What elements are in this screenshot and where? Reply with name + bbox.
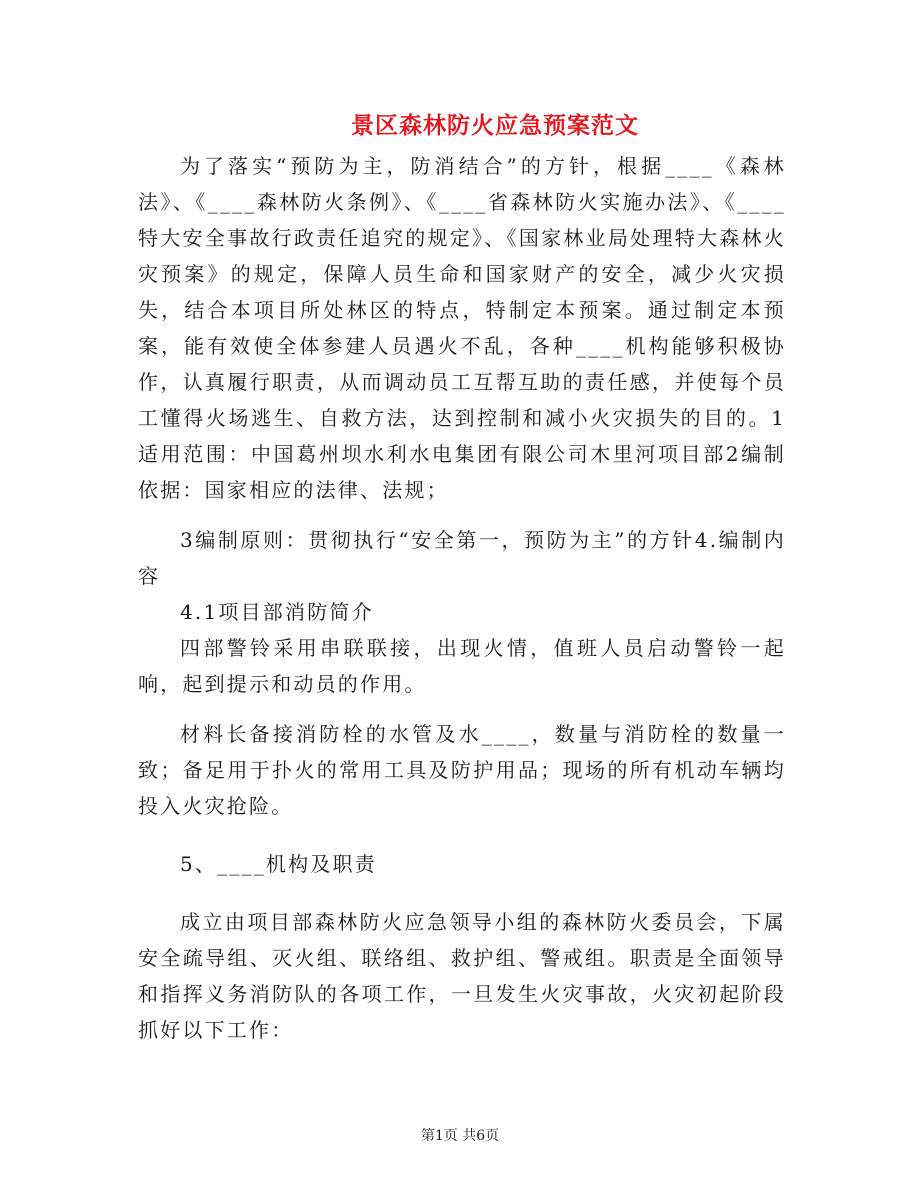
heading-section-5: 5、____机构及职责 — [180, 852, 377, 876]
paragraph-intro: 为了落实“预防为主，防消结合”的方针，根据____《森林法》、《____森林防火条例》、《____省森林防火实施办法》、《____特大安全事故行政责任追究的规定》、《国家林业局处理特大森林火灾预案》的规定，保障人员生命和国家财产的安全，减少火灾损失，结合本项目所处林区的特点，特制定本预案。通过制定本预案，能有效使全体参建人员遇火不乱，各种____机构能够积极协作，认真履行职责，从而调动员工互帮互助的责任感，并使每个员工懂得火场逃生、自救方法，达到控制和减小火灾损失的目的。1适用范围：中国葛州坝水利水电集团有限公司木里河项目部2编制依据：国家相应的法律、法规； — [138, 154, 786, 502]
document-body — [138, 148, 786, 1048]
paragraph-principle: 3编制原则：贯彻执行“安全第一，预防为主”的方针4.编制内容 — [138, 528, 786, 588]
heading-section-4-1: 4.1项目部消防简介 — [180, 600, 374, 624]
paragraph-alarm: 四部警铃采用串联联接，出现火情，值班人员启动警铃一起响，起到提示和动员的作用。 — [138, 636, 786, 696]
paragraph-committee: 成立由项目部森林防火应急领导小组的森林防火委员会，下属安全疏导组、灭火组、联络组、救护组、警戒组。职责是全面领导和指挥义务消防队的各项工作，一旦发生火灾事故，火灾初起阶段抓好以下工作： — [138, 910, 786, 1042]
document-title: 景区森林防火应急预案范文 — [351, 112, 639, 139]
paragraph-materials: 材料长备接消防栓的水管及水____，数量与消防栓的数量一致；备足用于扑火的常用工具及防护用品；现场的所有机动车辆均投入火灾抢险。 — [138, 722, 786, 818]
page-indicator: 第1页 共6页 — [420, 1128, 500, 1144]
